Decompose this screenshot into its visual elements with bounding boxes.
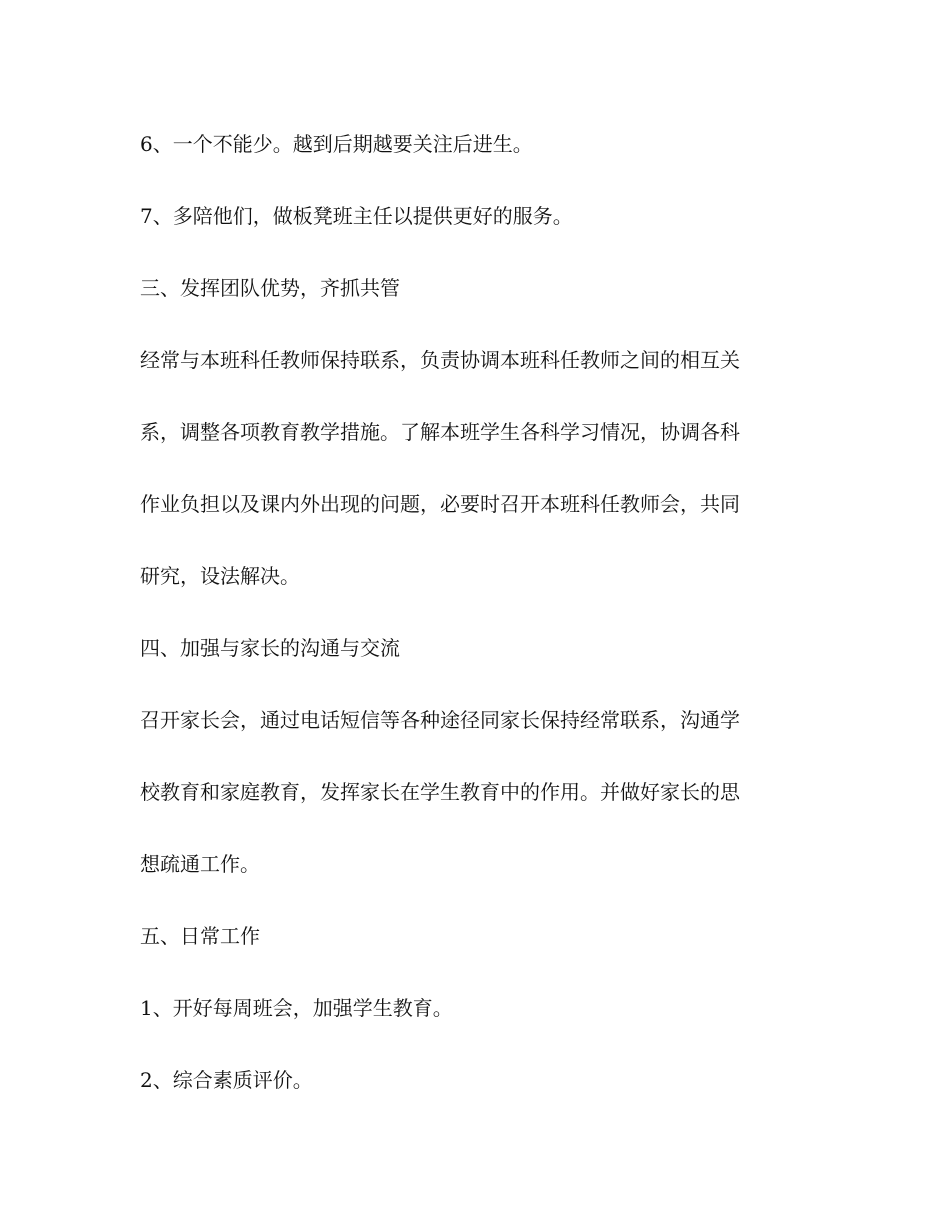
paragraph-line: 想疏通工作。 — [140, 852, 260, 876]
section-heading-3: 三、发挥团队优势，齐抓共管 — [140, 276, 400, 300]
paragraph-line: 系，调整各项教育教学措施。了解本班学生各科学习情况，协调各科 — [140, 420, 740, 444]
paragraph-line: 召开家长会，通过电话短信等各种途径同家长保持经常联系，沟通学 — [140, 708, 740, 732]
section-heading-5: 五、日常工作 — [140, 924, 260, 948]
list-item-1: 1、开好每周班会，加强学生教育。 — [140, 996, 453, 1020]
list-item-6: 6、一个不能少。越到后期越要关注后进生。 — [140, 132, 533, 156]
document-body — [140, 126, 800, 1134]
paragraph-line: 作业负担以及课内外出现的问题，必要时召开本班科任教师会，共同 — [140, 492, 740, 516]
paragraph-line: 校教育和家庭教育，发挥家长在学生教育中的作用。并做好家长的思 — [140, 780, 740, 804]
list-item-2: 2、综合素质评价。 — [140, 1068, 313, 1092]
list-item-7: 7、多陪他们，做板凳班主任以提供更好的服务。 — [140, 204, 573, 228]
section-heading-4: 四、加强与家长的沟通与交流 — [140, 636, 400, 660]
paragraph-line: 研究，设法解决。 — [140, 564, 300, 588]
paragraph-line: 经常与本班科任教师保持联系，负责协调本班科任教师之间的相互关 — [140, 348, 740, 372]
